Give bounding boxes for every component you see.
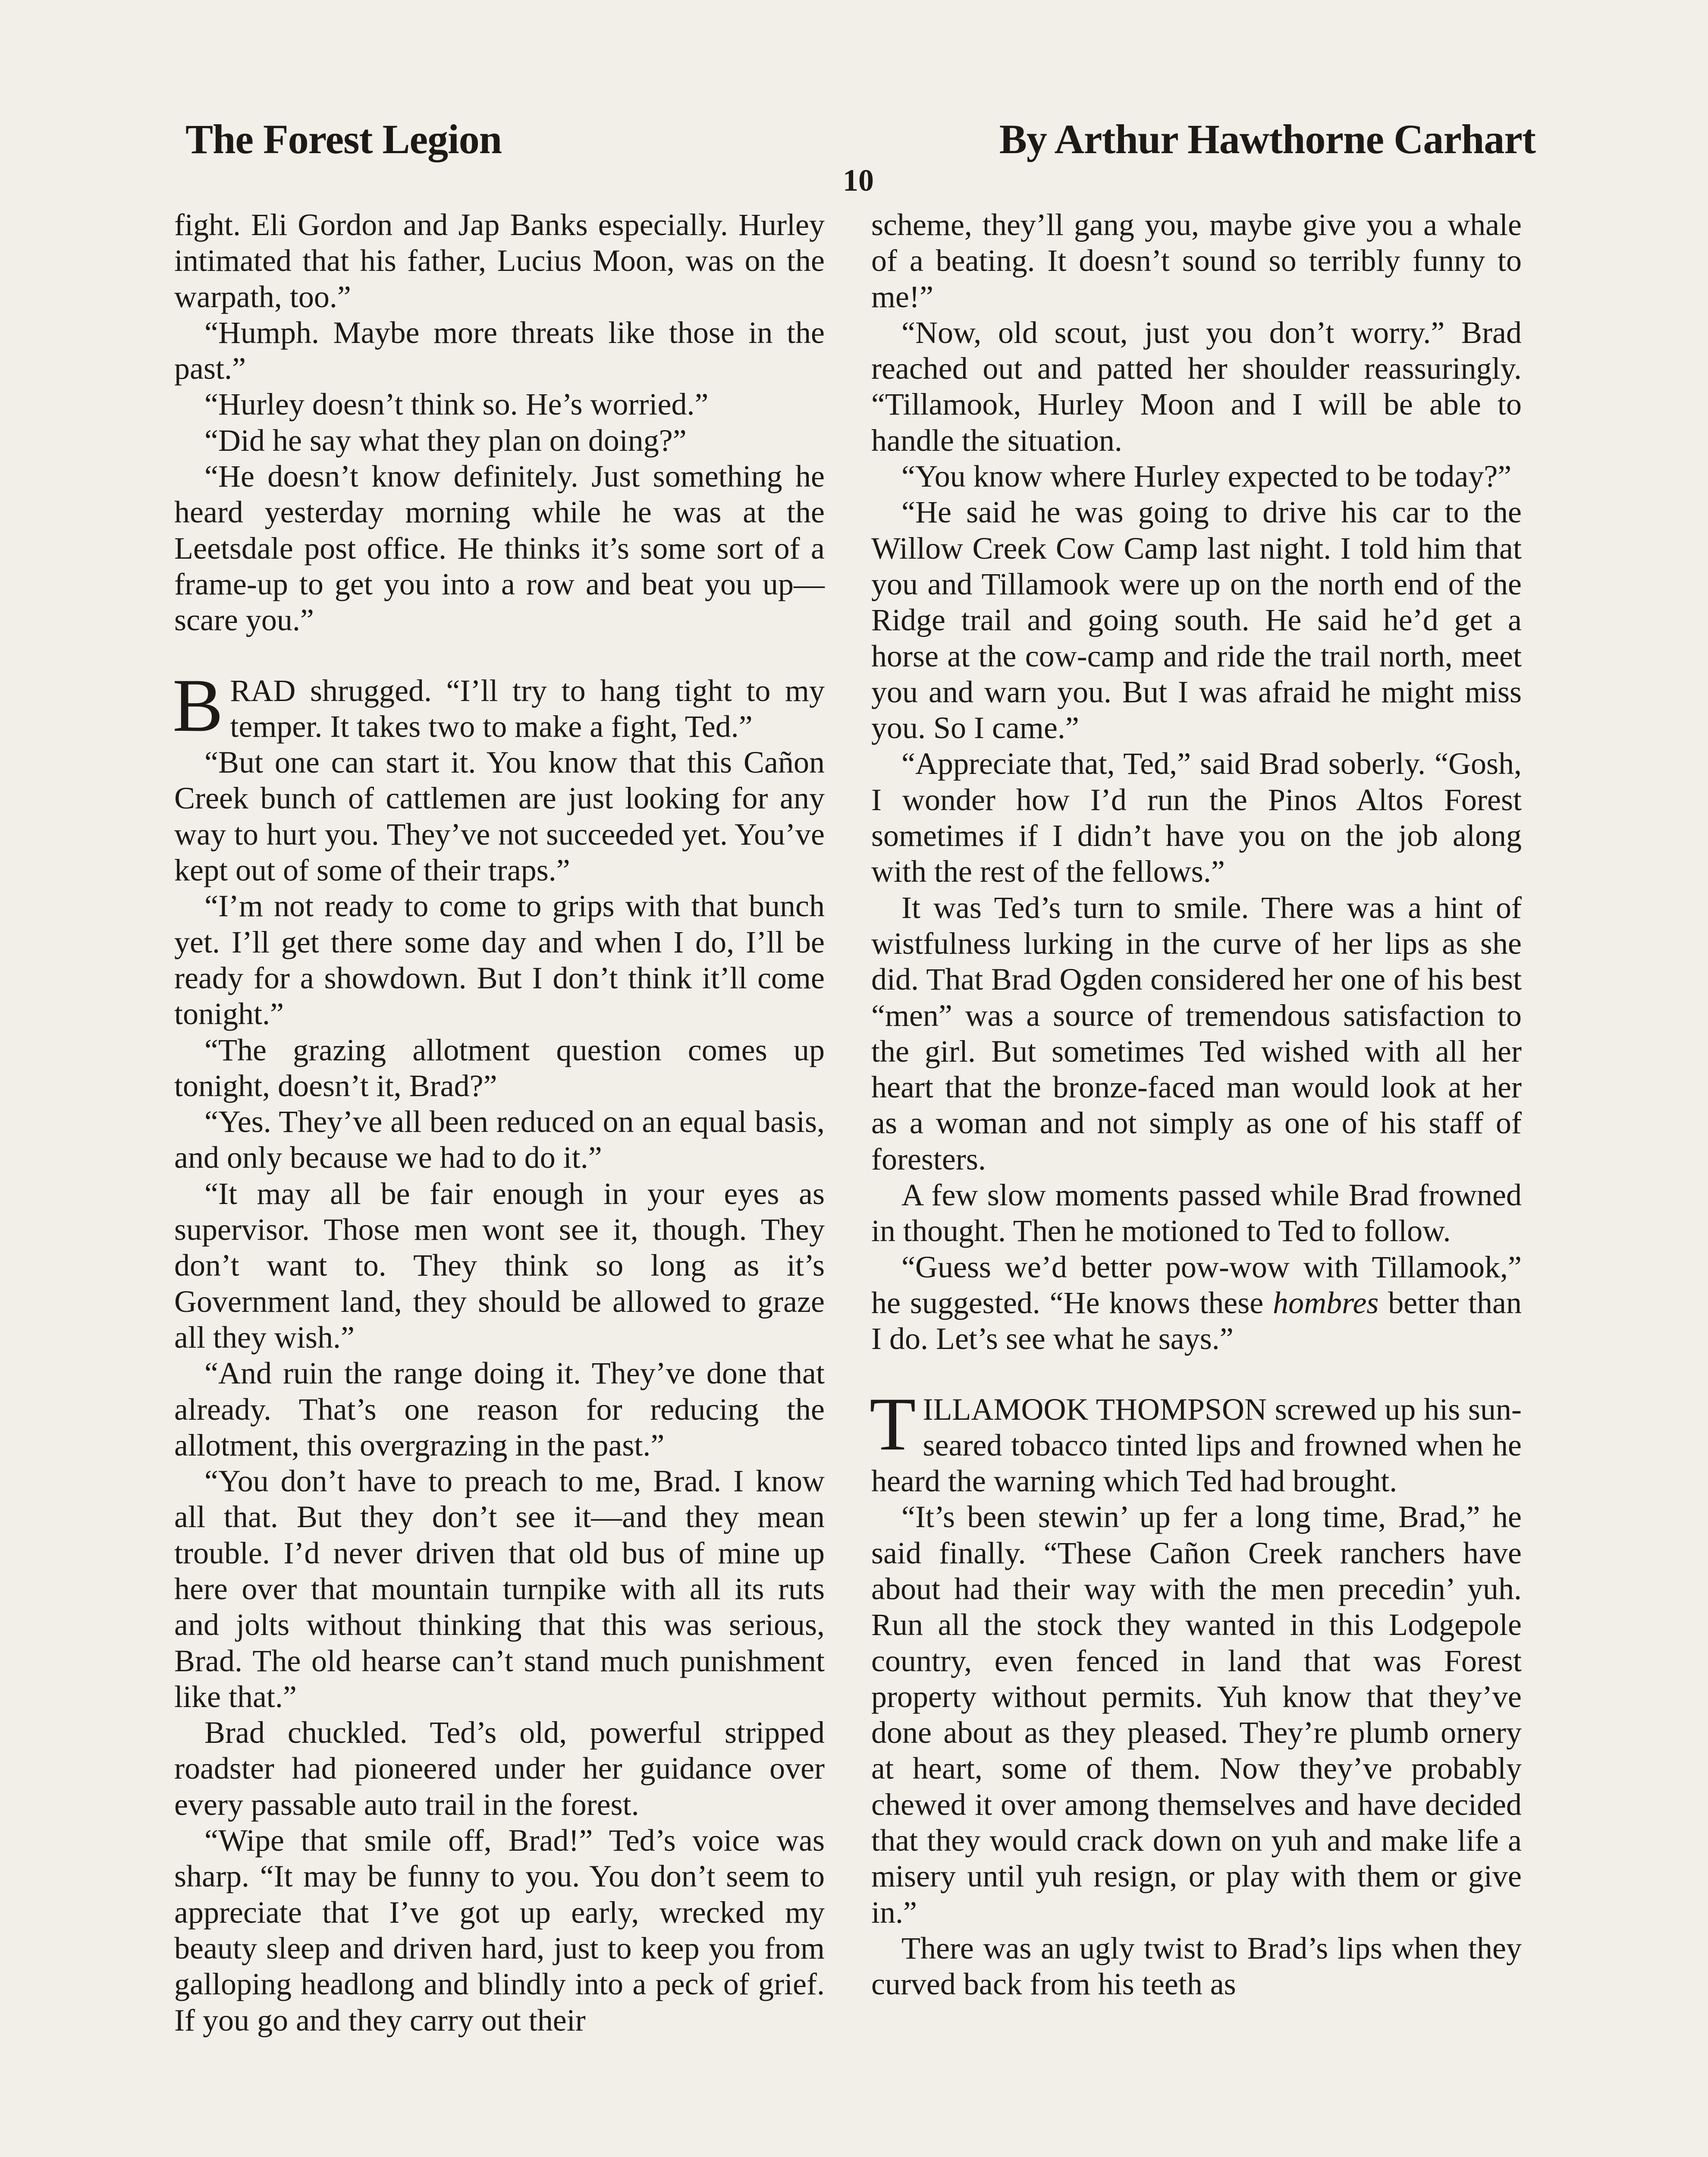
paragraph: It was Ted’s turn to smile. There was a hint of wistfulness lurking in the curve of her lips as she did. That Brad Ogden considered her one of his best “men” was a source of tremendous satisfaction to the girl. But sometimes Ted wished with all her heart that the bronze-faced man would look at her as a woman and not simply as one of his staff of foresters. xyxy=(871,890,1522,1176)
paragraph: “Appreciate that, Ted,” said Brad soberly. “Gosh, I wonder how I’d run the Pinos Altos Forest sometimes if I didn’t have you on the job along with the rest of the fellows.” xyxy=(871,746,1522,889)
paragraph: “It may all be fair enough in your eyes as supervisor. Those men wont see it, though. They don’t want to. They think so long as it’s Government land, they should be allowed to graze all they wish.” xyxy=(174,1176,825,1355)
paragraph: “Wipe that smile off, Brad!” Ted’s voice was sharp. “It may be funny to you. You don’t seem to appreciate that I’ve got up early, wrecked my beauty sleep and driven hard, just to keep you from galloping headlong and blindly into a peck of grief. If you go and they carry out their xyxy=(174,1823,825,2038)
paragraph: “Did he say what they plan on doing?” xyxy=(204,423,687,458)
paragraph: “Yes. They’ve all been reduced on an equal basis, and only because we had to do it.” xyxy=(174,1104,825,1175)
page-number: 10 xyxy=(843,163,874,198)
small-caps-lead: RAD xyxy=(230,673,296,708)
paragraph: There was an ugly twist to Brad’s lips when they curved back from his teeth as xyxy=(871,1931,1522,2002)
header-author: By Arthur Hawthorne Carhart xyxy=(999,116,1535,162)
paragraph-text: better than I do. Let’s see what he says.” xyxy=(871,1285,1522,1356)
paragraph: “You don’t have to preach to me, Brad. I know all that. But they don’t see it—and they mean trouble. I’d never driven that old bus of mine up here over that mountain turnpike with all its ruts and jolts without thinking that this was serious, Brad. The old hearse can’t stand much punishment like that.” xyxy=(174,1464,825,1714)
paragraph: “And ruin the range doing it. They’ve done that already. That’s one reason for reducing the allotment, this overgrazing in the past.” xyxy=(174,1356,825,1462)
right-column xyxy=(871,207,1522,2003)
paragraph: “The grazing allotment question comes up tonight, doesn’t it, Brad?” xyxy=(174,1032,825,1103)
paragraph: A few slow moments passed while Brad frowned in thought. Then he motioned to Ted to follow. xyxy=(871,1178,1522,1248)
left-column xyxy=(174,207,825,2038)
paragraph: “You know where Hurley expected to be today?” xyxy=(901,459,1512,494)
section-opening-paragraph xyxy=(173,663,825,748)
italic-word: hombres xyxy=(1273,1285,1379,1320)
paragraph-text: screwed up his sun-seared tobacco tinted lips and frowned when he heard the warning which Ted had brought. xyxy=(871,1392,1522,1499)
header-title: The Forest Legion xyxy=(185,116,502,162)
drop-cap: T xyxy=(870,1382,916,1466)
section-opening-paragraph xyxy=(870,1382,1522,1500)
paragraph: “He said he was going to drive his car to the Willow Creek Cow Camp last night. I told him that you and Tillamook were up on the north end of the Ridge trail and going south. He said he’d get a horse at the cow-camp and ride the trail north, meet you and warn you. But I was afraid he might miss you. So I came.” xyxy=(871,495,1522,745)
paragraph: “Hurley doesn’t think so. He’s worried.” xyxy=(204,387,709,422)
drop-cap: B xyxy=(173,663,223,748)
paragraph-text: “Guess we’d better pow-wow with Tillamook,” he suggested. “He knows these xyxy=(871,1249,1522,1320)
paragraph: fight. Eli Gordon and Jap Banks especially. Hurley intimated that his father, Lucius Moon, was on the warpath, too.” xyxy=(174,208,825,314)
paragraph: “Humph. Maybe more threats like those in the past.” xyxy=(174,315,825,386)
paragraph: “He doesn’t know definitely. Just something he heard yesterday morning while he was at the Leetsdale post office. He thinks it’s some sort of a frame-up to get you into a row and beat you up—scare you.” xyxy=(174,459,825,638)
paragraph: scheme, they’ll gang you, maybe give you a whale of a beating. It doesn’t sound so terribly funny to me!” xyxy=(871,208,1522,314)
paragraph: “But one can start it. You know that this Cañon Creek bunch of cattlemen are just looking for any way to hurt you. They’ve not succeeded yet. You’ve kept out of some of their traps.” xyxy=(174,745,825,888)
paragraph: “I’m not ready to come to grips with that bunch yet. I’ll get there some day and when I do, I’ll be ready for a showdown. But I don’t think it’ll come tonight.” xyxy=(174,889,825,1031)
paragraph xyxy=(871,1249,1522,1357)
paragraph-text: shrugged. “I’ll try to hang tight to my temper. It takes two to make a fight, Ted.” xyxy=(230,673,825,744)
paragraph: “Now, old scout, just you don’t worry.” Brad reached out and patted her shoulder reassuringly. “Tillamook, Hurley Moon and I will be able to handle the situation. xyxy=(871,315,1522,458)
paragraph: “It’s been stewin’ up fer a long time, Brad,” he said finally. “These Cañon Creek ranchers have about had their way with the men precedin’ yuh. Run all the stock they wanted in this Lodgepole country, even fenced in land that was Forest property without permits. Yuh know that they’ve done about as they pleased. They’re plumb ornery at heart, some of them. Now they’ve probably chewed it over among themselves and have decided that they would crack down on yuh and make life a misery until yuh resign, or play with them or give in.” xyxy=(871,1500,1522,1930)
paragraph: Brad chuckled. Ted’s old, powerful stripped roadster had pioneered under her guidance over every passable auto trail in the forest. xyxy=(174,1715,825,1822)
small-caps-lead: ILLAMOOK THOMPSON xyxy=(923,1392,1267,1427)
